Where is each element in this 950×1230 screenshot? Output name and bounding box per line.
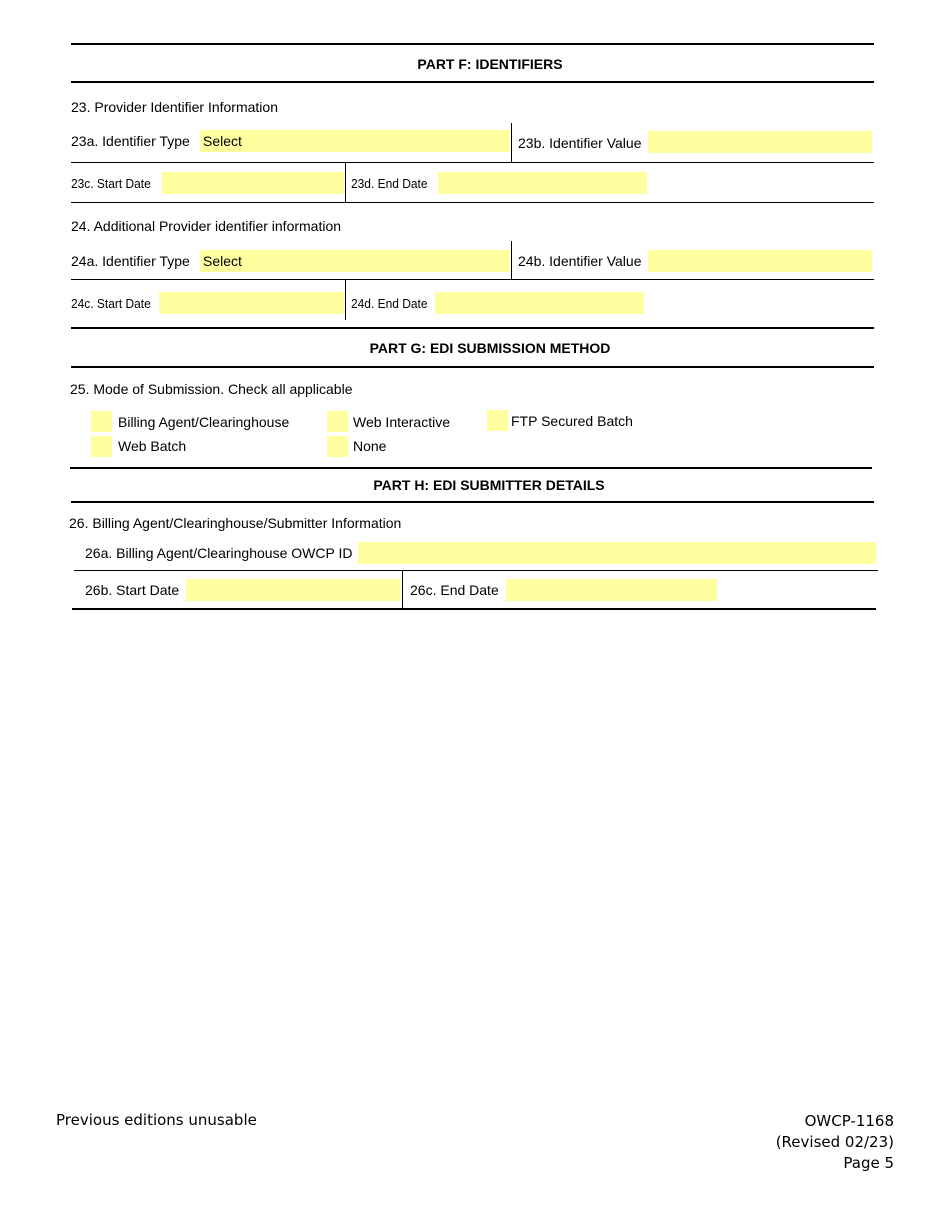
q23a-label: 23a. Identifier Type <box>71 133 190 149</box>
footer-page-number: Page 5 <box>843 1154 894 1172</box>
q26-row1-rule <box>74 570 878 571</box>
q24b-label: 24b. Identifier Value <box>518 253 642 269</box>
q23d-end-date-input[interactable] <box>438 172 647 194</box>
q26b-label: 26b. Start Date <box>85 582 180 598</box>
option-web-interactive-label: Web Interactive <box>353 414 451 430</box>
q23-row2-rule <box>71 202 874 203</box>
checkbox-ftp-secured-batch[interactable] <box>487 410 508 431</box>
footer-form-number: OWCP-1168 <box>804 1112 894 1130</box>
q23-heading: 23. Provider Identifier Information <box>71 99 278 115</box>
q23b-identifier-value-input[interactable] <box>648 131 872 153</box>
checkbox-none[interactable] <box>327 436 348 457</box>
q23c-label: 23c. Start Date <box>71 176 151 191</box>
q24c-label: 24c. Start Date <box>71 296 151 311</box>
checkbox-web-batch[interactable] <box>91 436 112 457</box>
option-billing-agent-clearinghouse-label: Billing Agent/Clearinghouse <box>118 414 290 430</box>
part-h-title: PART H: EDI SUBMITTER DETAILS <box>373 477 605 493</box>
part-g-top-rule <box>71 327 874 329</box>
q24-heading: 24. Additional Provider identifier information <box>71 218 342 234</box>
q26-row2-divider <box>402 571 403 609</box>
part-f-top-rule <box>71 43 874 45</box>
q24d-label: 24d. End Date <box>351 296 428 311</box>
checkbox-web-interactive[interactable] <box>327 411 348 432</box>
checkbox-billing-agent-clearinghouse[interactable] <box>91 411 112 432</box>
q24d-end-date-input[interactable] <box>435 292 644 314</box>
q26a-label: 26a. Billing Agent/Clearinghouse OWCP ID <box>85 545 353 561</box>
q24a-label: 24a. Identifier Type <box>71 253 190 269</box>
q23-row1-divider <box>511 123 512 162</box>
q23-row1-rule <box>71 162 874 163</box>
part-f-bottom-rule <box>71 81 874 83</box>
q24-row1-rule <box>71 279 874 280</box>
q26c-end-date-input[interactable] <box>506 579 717 601</box>
option-web-batch-label: Web Batch <box>118 438 187 454</box>
footer-revised-date: (Revised 02/23) <box>775 1133 894 1151</box>
q24-row1-divider <box>511 241 512 279</box>
option-ftp-secured-batch-label: FTP Secured Batch <box>511 413 633 429</box>
q25-heading: 25. Mode of Submission. Check all applicable <box>70 381 353 397</box>
q24b-identifier-value-input[interactable] <box>648 250 872 272</box>
footer-editions-note: Previous editions unusable <box>56 1111 257 1129</box>
q23c-start-date-input[interactable] <box>162 172 344 194</box>
q26c-label: 26c. End Date <box>410 582 499 598</box>
part-f-title: PART F: IDENTIFIERS <box>417 56 563 72</box>
footer-form-info <box>776 1111 894 1174</box>
part-h-top-rule <box>70 467 872 469</box>
part-h-bottom-rule <box>71 501 874 503</box>
q26a-owcp-id-input[interactable] <box>358 542 876 564</box>
q24a-identifier-type-select[interactable]: Select <box>200 250 510 272</box>
q26b-start-date-input[interactable] <box>186 579 401 601</box>
q23d-label: 23d. End Date <box>351 176 428 191</box>
q26-heading: 26. Billing Agent/Clearinghouse/Submitter Information <box>69 515 402 531</box>
q23a-identifier-type-select[interactable]: Select <box>200 130 510 152</box>
q23b-label: 23b. Identifier Value <box>518 135 642 151</box>
q23-row2-divider <box>345 163 346 202</box>
part-h-end-rule <box>72 608 876 610</box>
part-g-bottom-rule <box>71 366 874 368</box>
option-none-label: None <box>353 438 387 454</box>
q24c-start-date-input[interactable] <box>159 292 344 314</box>
part-g-title: PART G: EDI SUBMISSION METHOD <box>369 340 611 356</box>
q24-row2-divider <box>345 280 346 320</box>
